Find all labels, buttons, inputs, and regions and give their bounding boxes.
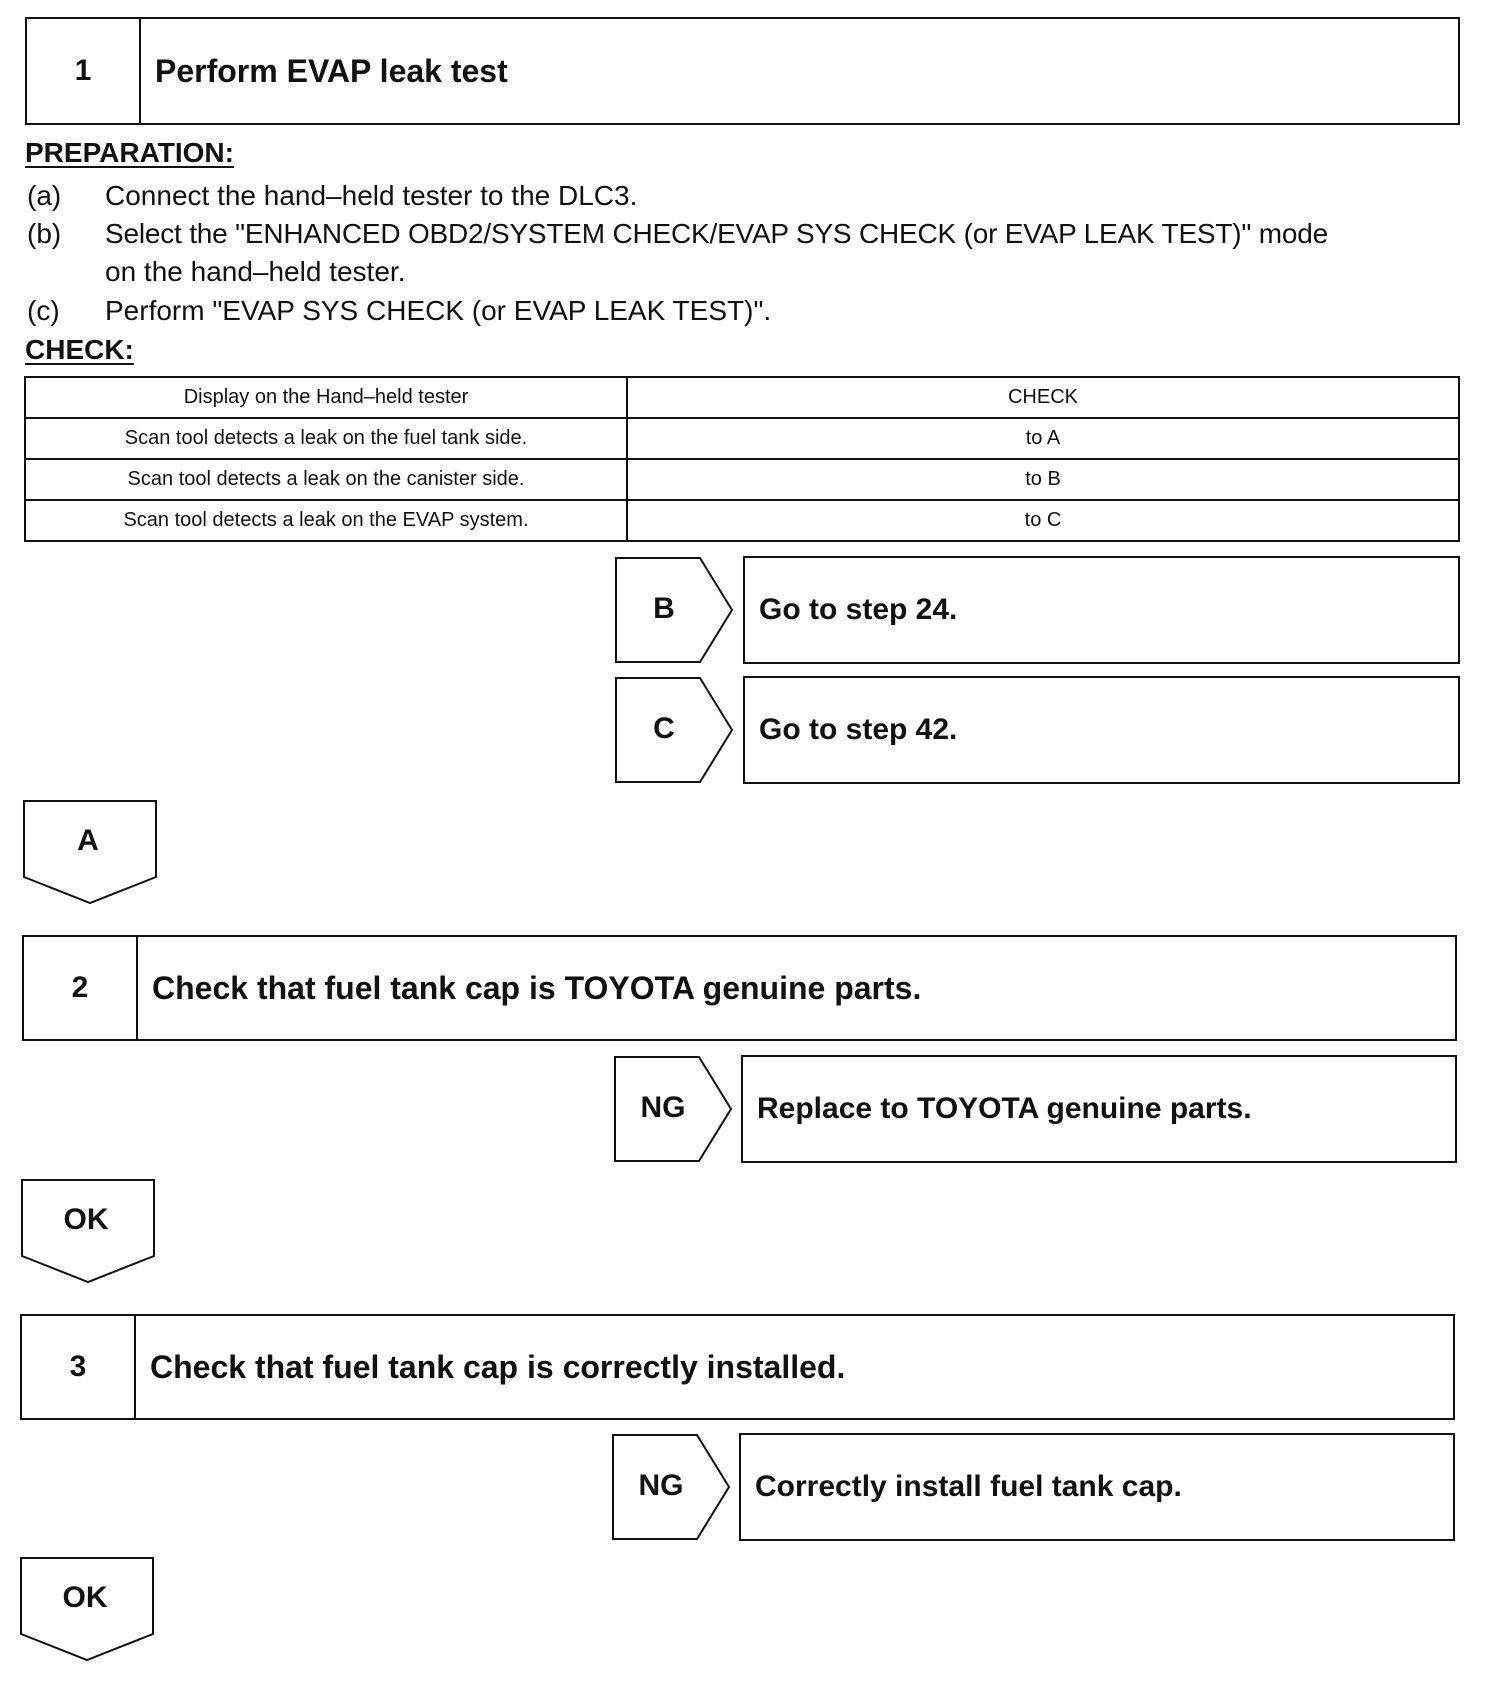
branch-ng-result: Correctly install fuel tank cap.	[739, 1433, 1455, 1541]
step-number: 2	[24, 937, 138, 1039]
down-arrow-a-label: A	[77, 824, 99, 857]
prep-item-a	[27, 178, 1467, 218]
check-heading: CHECK:	[25, 334, 134, 365]
check-table	[24, 376, 1460, 542]
prep-text: Connect the hand–held tester to the DLC3.	[105, 180, 638, 211]
prep-item-b	[27, 216, 1467, 296]
table-header-cell: Display on the Hand–held tester	[25, 377, 627, 418]
prep-letter: (b)	[27, 218, 62, 249]
branch-ng-label: NG	[638, 1469, 684, 1502]
table-row	[25, 418, 1459, 459]
prep-text: Select the "ENHANCED OBD2/SYSTEM CHECK/EVAP SYS CHECK (or EVAP LEAK TEST)" mode	[105, 218, 1328, 249]
branch-c-label: C	[653, 712, 675, 745]
down-arrow-ok-label: OK	[63, 1203, 109, 1236]
step-number: 3	[22, 1316, 136, 1418]
branch-c-result: Go to step 42.	[743, 676, 1460, 784]
prep-text-continued: on the hand–held tester.	[105, 256, 406, 287]
prep-letter: (a)	[27, 180, 62, 211]
step-title: Perform EVAP leak test	[155, 52, 508, 89]
table-cell: to B	[627, 459, 1459, 500]
step-title: Check that fuel tank cap is TOYOTA genuine parts.	[152, 969, 922, 1006]
table-row	[25, 500, 1459, 541]
step-3-header	[20, 1314, 1455, 1420]
step-number: 1	[27, 19, 141, 123]
table-cell: Scan tool detects a leak on the EVAP system.	[25, 500, 627, 541]
table-cell: to A	[627, 418, 1459, 459]
step-1-header	[25, 17, 1460, 125]
branch-ng-label: NG	[640, 1091, 686, 1124]
table-cell: Scan tool detects a leak on the canister side.	[25, 459, 627, 500]
step-2-header	[22, 935, 1457, 1041]
table-cell: to C	[627, 500, 1459, 541]
step-title: Check that fuel tank cap is correctly installed.	[150, 1348, 846, 1385]
table-header-cell: CHECK	[627, 377, 1459, 418]
branch-ng-result: Replace to TOYOTA genuine parts.	[741, 1055, 1457, 1163]
preparation-heading: PREPARATION:	[25, 137, 234, 168]
table-header-row	[25, 377, 1459, 418]
prep-letter: (c)	[27, 295, 60, 326]
prep-text: Perform "EVAP SYS CHECK (or EVAP LEAK TEST)".	[105, 295, 772, 326]
down-arrow-ok-label: OK	[62, 1581, 108, 1614]
branch-b-label: B	[653, 592, 675, 625]
table-row	[25, 459, 1459, 500]
table-cell: Scan tool detects a leak on the fuel tank side.	[25, 418, 627, 459]
prep-item-c	[27, 293, 1467, 333]
branch-b-result: Go to step 24.	[743, 556, 1460, 664]
